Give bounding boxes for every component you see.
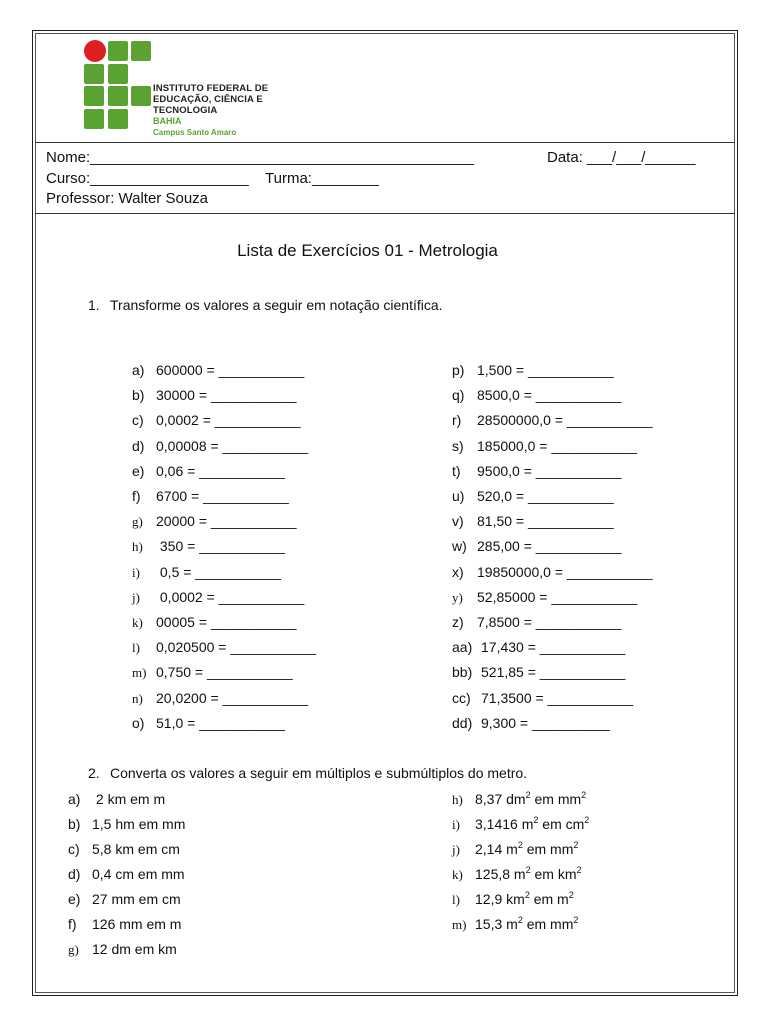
q1-left-item-text: 30000 = ___________ <box>156 387 297 404</box>
logo-square <box>84 109 104 129</box>
q1-left-item <box>132 386 297 404</box>
q2-right-item <box>452 890 574 909</box>
q1-left-item <box>132 512 297 531</box>
q1-right-item-text: 521,85 = ___________ <box>481 664 626 681</box>
q1-left-item-label: k) <box>132 615 143 630</box>
q1-right-item <box>452 714 610 732</box>
q1-left-item-text: 0,750 = ___________ <box>156 664 293 681</box>
q2-right-item <box>452 815 589 834</box>
q1-left-item-label: o) <box>132 714 145 731</box>
q1-left-item-label: a) <box>132 362 145 378</box>
q1-left-item <box>132 487 289 505</box>
institution-line1: INSTITUTO FEDERAL DE <box>153 83 269 94</box>
q1-left-item-label: e) <box>132 462 145 479</box>
logo-square <box>108 109 128 129</box>
q1-right-item <box>452 487 614 505</box>
q1-right-item-label: x) <box>452 563 464 580</box>
q2-right-item-text: 2,14 $m^2$ em $mm^2$ <box>475 840 579 857</box>
q1-right-item <box>452 462 621 480</box>
q1-left-item-label: i) <box>132 564 140 580</box>
institution-line2: EDUCAÇÃO, CIÊNCIA E TECNOLOGIA <box>153 94 263 116</box>
q2-right-item-text: 8,37 $dm^2$ em $mm^2$ <box>475 790 587 807</box>
q1-right-item <box>452 613 621 631</box>
question-2 <box>88 765 527 781</box>
q1-left-item <box>132 714 285 732</box>
q1-right-item <box>452 361 614 379</box>
page-title <box>0 241 768 261</box>
q1-right-item-label: s) <box>452 437 464 454</box>
q1-right-item <box>452 512 614 530</box>
q1-right-item-text: 185000,0 = ___________ <box>477 437 637 454</box>
q1-right-item-label: cc) <box>452 689 471 706</box>
q1-left-item-label: g) <box>132 514 143 530</box>
q1-left-item-text: 6700 = ___________ <box>156 488 289 504</box>
q1-right-item <box>452 588 637 607</box>
q2-left-item-text: 2 km em m <box>92 791 166 807</box>
question-1-number: 1. <box>88 297 100 313</box>
q1-right-item <box>452 689 633 707</box>
logo-square <box>108 64 128 84</box>
q1-left-item-label: j) <box>132 589 140 605</box>
header-divider-bottom <box>35 213 735 214</box>
q1-left-item-label: l) <box>132 640 140 656</box>
q1-right-item-text: 7,8500 = ___________ <box>477 614 622 630</box>
q2-right-item <box>452 915 578 934</box>
page-title-text: Lista de Exercícios 01 - Metrologia <box>237 241 498 260</box>
logo-square <box>131 41 151 61</box>
q1-right-item-text: 52,85000 = ___________ <box>477 588 637 605</box>
q2-right-item-label: l) <box>452 892 460 907</box>
logo-square <box>84 64 104 84</box>
q1-right-item-text: 28500000,0 = ___________ <box>477 412 653 429</box>
q2-left-item-text: 126 mm em m <box>92 916 182 932</box>
q2-right-item-label: m) <box>452 917 467 932</box>
q1-left-item <box>132 411 300 429</box>
institution-campus: Campus Santo Amaro <box>153 128 237 137</box>
q1-left-item-text: 0,06 = ___________ <box>156 462 285 479</box>
q1-left-item <box>132 638 316 657</box>
q1-left-item <box>132 537 285 556</box>
q2-left-item <box>68 790 165 808</box>
q1-right-item-label: v) <box>452 513 464 530</box>
q1-right-item <box>452 537 621 555</box>
institution-line3: BAHIA <box>153 116 182 126</box>
q2-left-item <box>68 940 177 959</box>
q1-right-item-label: w) <box>452 538 467 555</box>
q1-left-item-text: 0,020500 = ___________ <box>156 639 316 656</box>
q1-right-item-text: 17,430 = ___________ <box>481 639 626 656</box>
q2-right-item <box>452 840 578 859</box>
question-1-text: Transforme os valores a seguir em notação científica. <box>110 297 443 313</box>
q1-right-item-text: 1,500 = ___________ <box>477 362 614 378</box>
question-2-number: 2. <box>88 765 100 781</box>
institution-logo <box>83 40 323 137</box>
q2-right-item-text: 15,3 $m^2$ em $mm^2$ <box>475 915 579 932</box>
q1-right-item <box>452 638 625 656</box>
q1-left-item-label: n) <box>132 690 143 706</box>
q1-left-item-label: c) <box>132 412 144 429</box>
q1-left-item-text: 20000 = ___________ <box>156 513 297 530</box>
q1-right-item-label: t) <box>452 462 461 479</box>
q1-left-item <box>132 689 308 708</box>
q1-right-item-label: dd) <box>452 714 473 731</box>
question-2-text: Converta os valores a seguir em múltiplos e submúltiplos do metro. <box>110 765 528 781</box>
q1-right-item-label: z) <box>452 614 464 630</box>
q1-right-item-text: 81,50 = ___________ <box>477 513 614 530</box>
q1-right-item-text: 520,0 = ___________ <box>477 488 614 504</box>
q1-right-item-label: u) <box>452 488 465 504</box>
q2-left-item-label: a) <box>68 791 81 807</box>
logo-square <box>131 86 151 106</box>
q1-left-item-text: 600000 = ___________ <box>156 362 305 378</box>
q2-right-item-label: h) <box>452 792 463 807</box>
q1-right-item-text: 9,300 = __________ <box>481 714 610 731</box>
question-1 <box>88 297 443 313</box>
q2-right-item-text: 12,9 $km^2$ em $m^2$ <box>475 890 574 907</box>
q1-right-item <box>452 437 637 455</box>
q1-right-item-label: r) <box>452 412 462 429</box>
q2-left-item-text: 0,4 cm em mm <box>92 866 185 882</box>
q1-left-item <box>132 613 297 632</box>
q1-left-item-label: d) <box>132 437 145 454</box>
q1-left-item-text: 51,0 = ___________ <box>156 714 285 731</box>
q2-right-item-label: k) <box>452 867 463 882</box>
q1-right-item <box>452 563 653 581</box>
nome-field[interactable]: Nome:______________________________________________ <box>46 149 474 166</box>
professor-label: Professor: Walter Souza <box>46 190 209 207</box>
turma-field[interactable]: Turma:________ <box>265 170 379 187</box>
q1-right-item-text: 19850000,0 = ___________ <box>477 563 653 580</box>
logo-square <box>108 86 128 106</box>
q1-left-item-label: m) <box>132 665 147 681</box>
q1-right-item-label: aa) <box>452 639 473 656</box>
header-divider <box>35 142 735 143</box>
q2-left-item-text: 1,5 hm em mm <box>92 816 186 832</box>
q1-left-item-label: h) <box>132 539 143 555</box>
q2-left-item <box>68 890 181 908</box>
q2-left-item <box>68 815 185 833</box>
q1-right-item <box>452 663 625 681</box>
q2-left-item-label: f) <box>68 916 77 932</box>
q2-left-item-label: d) <box>68 866 81 882</box>
q1-left-item <box>132 361 304 379</box>
q1-right-item <box>452 411 653 429</box>
q2-right-item <box>452 865 582 884</box>
q1-right-item-label: p) <box>452 362 465 378</box>
q1-right-item-label: q) <box>452 387 465 404</box>
q1-left-item-text: 350 = ___________ <box>156 538 285 555</box>
logo-red-dot <box>84 40 106 62</box>
data-field[interactable]: Data: ___/___/______ <box>547 149 696 166</box>
q2-right-item-label: j) <box>452 842 460 857</box>
institution-name <box>153 83 323 138</box>
q2-left-item-label: b) <box>68 816 81 832</box>
q1-left-item <box>132 462 285 480</box>
q1-right-item-text: 71,3500 = ___________ <box>481 689 634 706</box>
q1-right-item-text: 8500,0 = ___________ <box>477 387 622 404</box>
q2-left-item <box>68 840 180 858</box>
q1-left-item <box>132 663 293 682</box>
logo-square <box>84 86 104 106</box>
q2-left-item-label: c) <box>68 841 80 857</box>
q1-left-item <box>132 563 281 582</box>
q2-right-item <box>452 790 586 809</box>
q2-left-item-label: g) <box>68 942 79 957</box>
curso-field[interactable]: Curso:___________________ <box>46 170 249 187</box>
q1-left-item-text: 0,5 = ___________ <box>156 563 281 580</box>
q1-left-item-text: 0,0002 = ___________ <box>156 588 305 605</box>
q1-left-item-text: 00005 = ___________ <box>156 614 297 630</box>
q2-left-item-text: 27 mm em cm <box>92 891 181 907</box>
q1-right-item-text: 285,00 = ___________ <box>477 538 622 555</box>
q1-left-item <box>132 437 308 455</box>
q2-left-item <box>68 915 181 933</box>
q1-left-item-text: 0,00008 = ___________ <box>156 437 309 454</box>
q2-right-item-text: 3,1416 $m^2$ em $cm^2$ <box>475 815 590 832</box>
q1-right-item <box>452 386 621 404</box>
q2-left-item-text: 12 dm em km <box>92 941 177 957</box>
q2-left-item-label: e) <box>68 891 81 907</box>
q1-left-item-text: 20,0200 = ___________ <box>156 689 309 706</box>
q1-right-item-label: y) <box>452 589 463 605</box>
q1-right-item-label: bb) <box>452 664 473 681</box>
logo-square <box>108 41 128 61</box>
q1-left-item-label: f) <box>132 488 141 504</box>
q2-left-item <box>68 865 185 883</box>
q2-right-item-text: 125,8 $m^2$ em $km^2$ <box>475 865 582 882</box>
q2-left-item-text: 5,8 km em cm <box>92 841 180 857</box>
q1-left-item-label: b) <box>132 387 145 404</box>
q1-left-item <box>132 588 304 607</box>
q1-right-item-text: 9500,0 = ___________ <box>477 462 622 479</box>
q2-right-item-label: i) <box>452 817 460 832</box>
q1-left-item-text: 0,0002 = ___________ <box>156 412 301 429</box>
